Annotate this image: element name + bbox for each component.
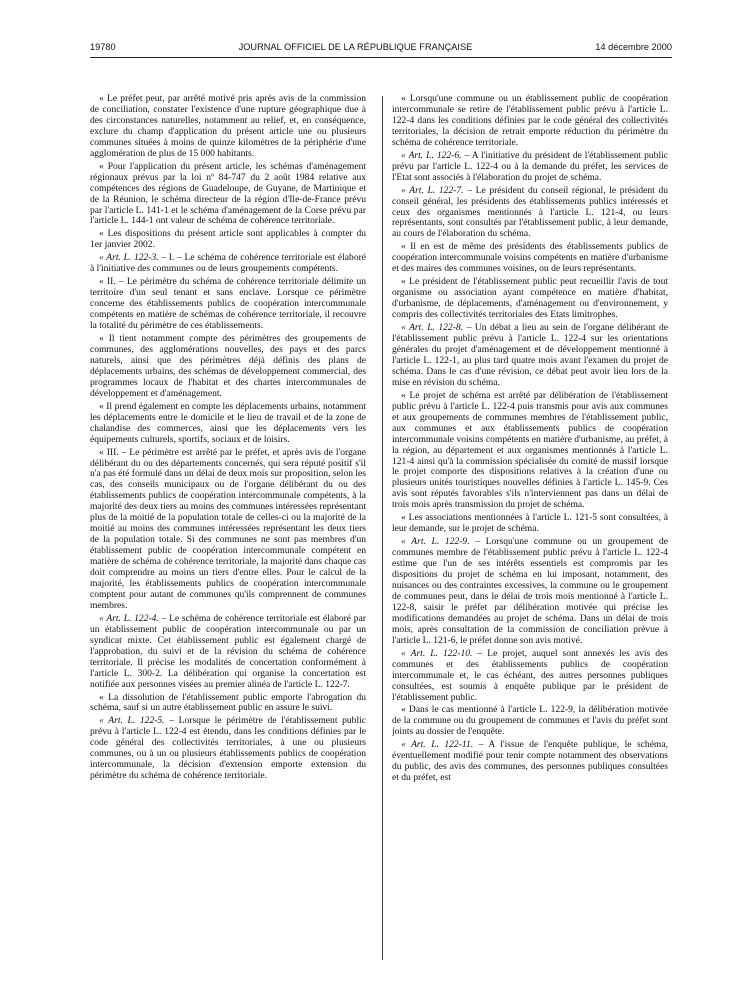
paragraph [392, 649, 668, 704]
paragraph-text: « Dans le cas mentionné à l'article L. 122-9, la délibération motivée de la commune ou du groupement de communes et l'avis du préfet sont joints au dossier de l'enquête. [392, 704, 668, 738]
paragraph-text: – Le président du conseil régional, le président du conseil général, les présidents des établissements publics intéressés et ceux des organismes mentionnés à l'article L. 121-4, ou leurs représentants, sont consultés par l'établissement public, à leur demande, au cours de l'élaboration du schéma. [392, 184, 668, 240]
paragraph-text: « II. – Le périmètre du schéma de cohérence territoriale délimite un territoire d'un seul tenant et sans enclave. Lorsque ce périmètre concerne des établissements publics de coopération intercommunale compétents en matière de schémas de cohérence territoriale, il recouvre la totalité du périmètre de ces établissements. [90, 276, 366, 332]
paragraph-text: – Le projet, auquel sont annexés les avis des communes et des établissements publics de coopération intercommunale et, le cas échéant, des autres personnes publiques consultées, est soumis à enquête publique par le président de l'établissement public. [392, 647, 668, 703]
paragraph [90, 448, 366, 612]
paragraph-text: « Les associations mentionnées à l'article L. 121-5 sont consultées, à leur demande, sur le projet de schéma. [392, 512, 668, 535]
paragraph [90, 162, 366, 228]
paragraph-text: – I. – Le schéma de cohérence territoriale est élaboré à l'initiative des communes ou de leurs groupements compétents. [90, 252, 366, 275]
article-reference: « Art. L. 122-4. [99, 612, 159, 624]
publication-date: 14 décembre 2000 [595, 42, 672, 52]
article-reference: « Art. L. 122-7. [401, 184, 464, 196]
paragraph [90, 402, 366, 446]
paragraph-text: – A l'initiative du président de l'établissement public prévu par l'article L. 122-4 ou à la demande du préfet, les services de l'Etat sont associés à l'élaboration du projet de schéma. [392, 149, 668, 183]
right-column [392, 94, 668, 966]
paragraph [392, 391, 668, 511]
paragraph [392, 740, 668, 784]
article-reference: « Art. L. 122-10. [401, 647, 473, 659]
paragraph [90, 229, 366, 251]
left-column [90, 94, 366, 966]
article-reference: « Art. L. 122-3. [99, 252, 159, 264]
article-reference: « Art. L. 122-9. [401, 536, 470, 548]
paragraph-text: « Les dispositions du présent article sont applicables à compter du 1er janvier 2002. [90, 228, 366, 251]
page-number: 19780 [90, 42, 116, 52]
paragraph [90, 693, 366, 715]
paragraph [392, 94, 668, 149]
paragraph [392, 537, 668, 647]
paragraph-text: « Il en est de même des présidents des établissements publics de coopération intercommunale voisins compétents en matière d'urbanisme et des maires des communes voisines, ou de leurs représentants. [392, 241, 668, 275]
paragraph [392, 151, 668, 184]
paragraph-text: « La dissolution de l'établissement public emporte l'abrogation du schéma, sauf si un autre établissement public en assure le suivi. [90, 691, 366, 714]
paragraph [90, 253, 366, 275]
paragraph [90, 614, 366, 691]
article-reference: « Art. L. 122-5. [99, 715, 165, 727]
paragraph-text: « Il tient notamment compte des périmètres des groupements de communes, des agglomérations nouvelles, des pays et des parcs naturels, ainsi que des périmètres déjà définis des plans de déplacements urbains, des schémas de développement commercial, des programmes locaux de l'habitat et des chartes intercommunales de développement et d'aménagement. [90, 333, 366, 399]
paragraph-text: « Pour l'application du présent article, les schémas d'aménagement régionaux prévus par la loi nº 84-747 du 2 août 1984 relative aux compétences des régions de Guadeloupe, de Guyane, de Martinique et de la Réunion, le schéma directeur de la région d'Ile-de-France prévu par l'article L. 141-1 et le schéma d'aménagement de la Corse prévu par l'article L. 144-1 ont valeur de schéma de cohérence territoriale. [90, 160, 366, 227]
paragraph [392, 242, 668, 275]
paragraph [392, 277, 668, 321]
paragraph [90, 334, 366, 400]
paragraph-text: « III. – Le périmètre est arrêté par le préfet, et après avis de l'organe délibérant du ou des départements concernés, qui sera réputé positif s'il n'a pas été formulé dans un délai de deux mois sur proposition, selon les cas, des conseils municipaux ou de l'organe délibérant du ou des établissements publics de coopération intercommunale compétents, à la majorité des deux tiers au moins des communes intéressées représentant plus de la moitié de la population totale de celles-ci ou la majorité de la moitié au moins des communes intéressées représentant les deux tiers de la population totale. Si des communes ne sont pas membres d'un établissement public de coopération intercommunale compétent en matière de schéma de cohérence territoriale, la majorité dans chaque cas doit comprendre au moins un tiers d'entre elles. Pour le calcul de la majorité, les établissements publics de coopération intercommunale comptent pour autant de communes qu'ils comprennent de communes membres. [90, 446, 366, 611]
paragraph-text: – A l'issue de l'enquête publique, le schéma, éventuellement modifié pour tenir compte notamment des observations du public, des avis des communes, des personnes publiques consultées et du préfet, est [392, 739, 668, 784]
page-header [90, 42, 672, 56]
paragraph-text: « Lorsqu'une commune ou un établissement public de coopération intercommunale se retire de l'établissement public prévu à l'article L. 122-4 dans les conditions définies par le code général des collectivités territoriales, la décision de retrait emporte réduction du périmètre du schéma de cohérence territoriale. [392, 94, 668, 148]
article-reference: « Art. L. 122-6. [401, 149, 462, 161]
paragraph [90, 277, 366, 332]
article-reference: « Art. L. 122-11. [401, 739, 474, 751]
paragraph [90, 94, 366, 160]
column-divider [382, 96, 383, 960]
paragraph [90, 716, 366, 782]
paragraph [392, 323, 668, 389]
paragraph-text: « Il prend également en compte les déplacements urbains, notamment les déplacements entre le domicile et le lieu de travail et de la zone de chalandise des commerces, ainsi que les déplacements vers les équipements culturels, sportifs, sociaux et de loisirs. [90, 400, 366, 445]
paragraph-text: « Le préfet peut, par arrêté motivé pris après avis de la commission de conciliation, constater l'existence d'une rupture géographique due à des circonstances naturelles, notamment au relief, et, en conséquence, exclure du champ d'application du présent article une ou plusieurs communes situées à moins de quinze kilomètres de la périphérie d'une agglomération de plus de 15 000 habitants. [90, 94, 366, 159]
paragraph-text: « Le président de l'établissement public peut recueillir l'avis de tout organisme ou association ayant compétence en matière d'habitat, d'urbanisme, de déplacements, d'aménagement ou d'environnement, y compris des collectivités territoriales des Etats limitrophes. [392, 276, 668, 321]
paragraph-text: – Lorsqu'une commune ou un groupement de communes membre de l'établissement public prévu à l'article L. 122-4 estime que l'un de ses intérêts essentiels est compromis par les dispositions du projet de schéma en lui imposant, notamment, des nuisances ou des contraintes excessives, la commune ou le groupement de communes peut, dans le délai de trois mois mentionné à l'article L. 122-8, saisir le préfet par délibération motivée qui précise les modifications demandées au projet de schéma. Dans un délai de trois mois, après consultation de la commission de conciliation prévue à l'article L. 121-6, le préfet donne son avis motivé. [392, 536, 668, 646]
header-rule [90, 57, 672, 58]
journal-title: JOURNAL OFFICIEL DE LA RÉPUBLIQUE FRANÇAISE [238, 42, 473, 52]
paragraph-text: – Lorsque le périmètre de l'établissement public prévu à l'article L. 122-4 est étendu, dans les conditions définies par le code général des collectivités territoriales, à une ou plusieurs communes, ou à un ou plusieurs établissements publics de coopération intercommunale, la décision d'extension emporte extension du périmètre du schéma de cohérence territoriale. [90, 715, 366, 782]
paragraph [392, 513, 668, 535]
paragraph [392, 186, 668, 241]
paragraph-text: – Le schéma de cohérence territoriale est élaboré par un établissement public de coopération intercommunale ou par un syndicat mixte. Cet établissement public est également chargé de l'approbation, du suivi et de la révision du schéma de cohérence territoriale. Il précise les modalités de concertation conformément à l'article L. 300-2. La délibération qui organise la concertation est notifiée aux personnes visées au premier alinéa de l'article L. 122-7. [90, 612, 366, 690]
paragraph-text: – Un débat a lieu au sein de l'organe délibérant de l'établissement public prévu à l'article L. 122-4 sur les orientations générales du projet d'aménagement et de développement mentionné à l'article L. 122-1, au plus tard quatre mois avant l'examen du projet de schéma. Dans le cas d'une révision, ce débat peut avoir lieu lors de la mise en révision du schéma. [392, 322, 668, 388]
paragraph-text: « Le projet de schéma est arrêté par délibération de l'établissement public prévu à l'article L. 122-4 puis transmis pour avis aux communes et aux groupements de communes membres de l'établissement public, aux communes et aux établissements publics de coopération intercommunale voisins compétents en matière d'urbanisme, au préfet, à la région, au département et aux organismes mentionnés à l'article L. 121-4 ainsi qu'à la commission spécialisée du comité de massif lorsque le projet comporte des dispositions relatives à la création d'une ou plusieurs unités touristiques nouvelles définies à l'article L. 145-9. Ces avis sont réputés favorables s'ils n'interviennent pas dans un délai de trois mois après transmission du projet de schéma. [392, 389, 668, 511]
paragraph [392, 705, 668, 738]
article-reference: « Art. L. 122-8. [401, 322, 464, 334]
